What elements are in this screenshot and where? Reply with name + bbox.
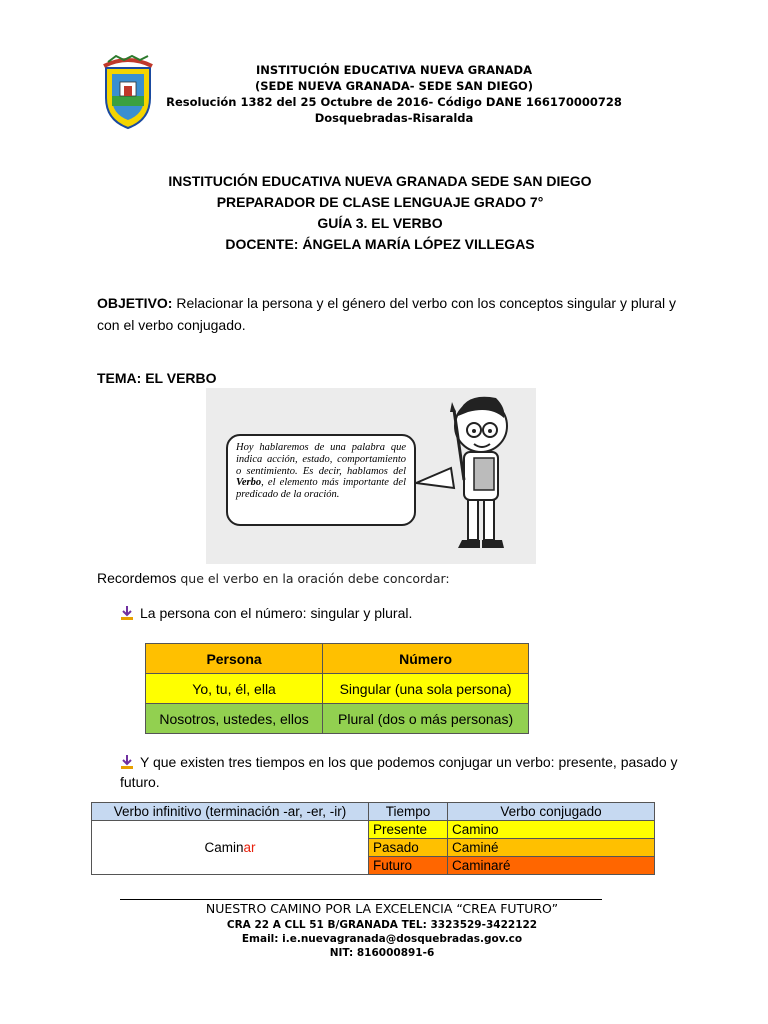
objective-label: OBJETIVO: xyxy=(97,295,173,311)
table-cell: Yo, tu, él, ella xyxy=(146,674,323,704)
header-line-4: Dosquebradas-Risaralda xyxy=(314,111,474,125)
table-cell: Camino xyxy=(448,821,655,839)
recordemos-line xyxy=(97,570,450,586)
footer-address: CRA 22 A CLL 51 B/GRANADA TEL: 3323529-3422122 xyxy=(226,919,538,931)
footer-email: Email: i.e.nuevagranada@dosquebradas.gov.co xyxy=(241,933,523,945)
table-header-cell: Persona xyxy=(146,644,323,674)
table-header-cell: Tiempo xyxy=(369,803,448,821)
table-header-row xyxy=(92,803,655,821)
footer-divider xyxy=(120,899,602,900)
bullet-arrow-icon xyxy=(120,755,134,769)
table-cell: Pasado xyxy=(369,839,448,857)
table-cell: Caminaré xyxy=(448,857,655,875)
table-header-row xyxy=(146,644,529,674)
table-row xyxy=(92,821,655,839)
tema-heading: TEMA: EL VERBO xyxy=(97,370,217,386)
bubble-bold-word: Verbo xyxy=(236,477,262,489)
bubble-text: Hoy hablaremos de una palabra que indica acción, estado, comportamiento o sentimiento. Es decir, hablamos del xyxy=(236,442,406,477)
infinitive-ending: ar xyxy=(243,840,256,855)
table-cell: Caminé xyxy=(448,839,655,857)
speech-bubble xyxy=(226,434,416,526)
infinitive-stem: Camin xyxy=(204,840,244,855)
table-cell: Presente xyxy=(369,821,448,839)
bullet-item-1 xyxy=(120,603,680,623)
bullet-item-2 xyxy=(120,752,680,792)
objective-paragraph xyxy=(97,292,677,336)
bullet-arrow-icon xyxy=(120,606,134,620)
table-header-cell: Número xyxy=(323,644,529,674)
table-cell: Plural (dos o más personas) xyxy=(323,704,529,734)
header-line-2: (SEDE NUEVA GRANADA- SEDE SAN DIEGO) xyxy=(254,79,534,93)
persona-numero-table xyxy=(145,643,529,734)
bullet-1-text: La persona con el número: singular y plural. xyxy=(140,605,413,621)
recordemos-start: Recordemos xyxy=(97,570,177,586)
table-header-cell: Verbo infinitivo (terminación -ar, -er, -ir) xyxy=(92,803,369,821)
table-cell: Nosotros, ustedes, ellos xyxy=(146,704,323,734)
table-header-cell: Verbo conjugado xyxy=(448,803,655,821)
title-line-3: GUÍA 3. EL VERBO xyxy=(317,215,443,231)
recordemos-rest: que el verbo en la oración debe concordar: xyxy=(176,571,450,586)
bullet-2-text: Y que existen tres tiempos en los que podemos conjugar un verbo: presente, pasado y futuro. xyxy=(120,754,678,790)
infinitive-cell xyxy=(92,821,369,875)
title-line-4: DOCENTE: ÁNGELA MARÍA LÓPEZ VILLEGAS xyxy=(225,236,535,252)
title-line-2: PREPARADOR DE CLASE LENGUAJE GRADO 7° xyxy=(216,194,544,210)
conjugation-table xyxy=(91,802,655,875)
footer-nit: NIT: 816000891-6 xyxy=(329,947,435,959)
bubble-tail-text: , el elemento más importante del predicado de la oración. xyxy=(236,477,406,501)
table-cell: Futuro xyxy=(369,857,448,875)
footer-motto: NUESTRO CAMINO POR LA EXCELENCIA “CREA FUTURO” xyxy=(205,901,559,916)
title-line-1: INSTITUCIÓN EDUCATIVA NUEVA GRANADA SEDE SAN DIEGO xyxy=(168,173,592,189)
objective-text: Relacionar la persona y el género del verbo con los conceptos singular y plural y con el verbo conjugado. xyxy=(97,295,676,333)
table-cell: Singular (una sola persona) xyxy=(323,674,529,704)
school-crest-logo xyxy=(100,54,156,130)
header-line-3: Resolución 1382 del 25 Octubre de 2016- Código DANE 166170000728 xyxy=(166,95,622,109)
table-row xyxy=(146,674,529,704)
table-row xyxy=(146,704,529,734)
header-line-1: INSTITUCIÓN EDUCATIVA NUEVA GRANADA xyxy=(256,63,532,77)
